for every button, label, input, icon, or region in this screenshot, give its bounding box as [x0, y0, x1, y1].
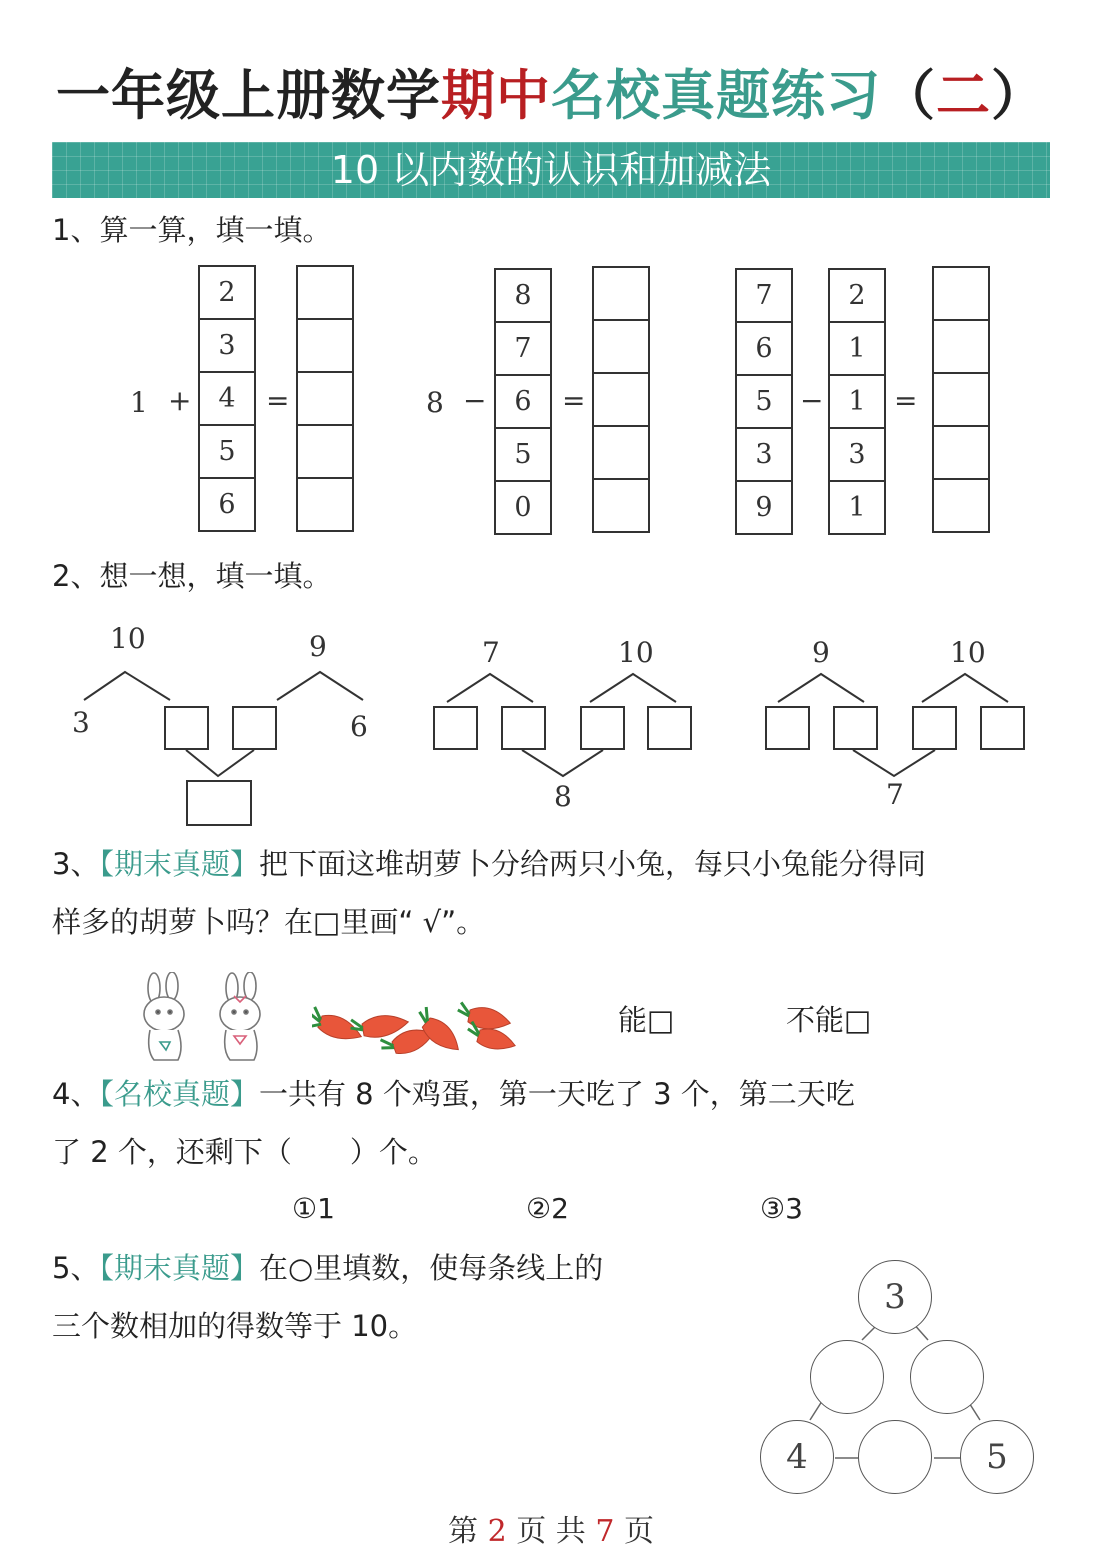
- q1-g3-a-cell-2: 6: [735, 321, 793, 376]
- q4-line1: [52, 1074, 855, 1114]
- q1-g3-op: −: [800, 384, 824, 417]
- tree1-box-a[interactable]: [164, 706, 209, 750]
- q1-g1-answer-box-1[interactable]: [296, 265, 354, 320]
- q1-g3-a-cell-4: 3: [735, 427, 793, 482]
- section-banner: 10 以内数的认识和加减法: [52, 142, 1050, 198]
- q5-line2: 三个数相加的得数等于 10。: [52, 1309, 418, 1343]
- q1-g1-eq: =: [266, 384, 290, 417]
- q1-g2-answer-box-3[interactable]: [592, 372, 650, 427]
- tree1-join-branch: [186, 750, 254, 776]
- title-part-2: 期中: [441, 64, 551, 127]
- q1-g2-cell-3: 6: [494, 374, 552, 429]
- q1-g2-eq: =: [562, 384, 586, 417]
- q1-g1-cell-4: 5: [198, 424, 256, 479]
- tree1-right: 6: [350, 710, 368, 743]
- q5-text1: 在○里填数，使每条线上的: [258, 1251, 604, 1285]
- q1-g3-a-cell-5: 9: [735, 480, 793, 535]
- tree2-left-branch: [447, 674, 533, 702]
- title-part-3: 名校真题练习: [551, 64, 881, 127]
- q1-g1-answer-box-3[interactable]: [296, 371, 354, 426]
- q4-option-1[interactable]: ①1: [292, 1192, 335, 1225]
- tree3-bottom: 7: [886, 778, 904, 811]
- tree3-top-left: 9: [812, 636, 830, 669]
- q1-g1-cell-2: 3: [198, 318, 256, 373]
- title-part-5: 二: [936, 64, 991, 127]
- tree3-box-a[interactable]: [765, 706, 810, 750]
- q4-line2: 了 2 个，还剩下（ ）个。: [52, 1135, 437, 1169]
- q1-g3-a-cell-3: 5: [735, 374, 793, 429]
- q1-g3-b-cell-3: 1: [828, 374, 886, 429]
- q1-g1-cell-5: 6: [198, 477, 256, 532]
- tree1-top-right: 9: [309, 630, 327, 663]
- q4-number: 4、: [52, 1077, 100, 1111]
- q4-tag: 【名校真题】: [99, 1077, 259, 1111]
- rabbits-illustration: [136, 972, 286, 1064]
- tree1-top-left: 10: [110, 622, 146, 655]
- title-part-6: ）: [991, 64, 1046, 127]
- tree2-box-a[interactable]: [433, 706, 478, 750]
- q3-line1: [52, 844, 926, 884]
- q1-g1-first: 1: [130, 386, 148, 419]
- q1-g2-answer-box-4[interactable]: [592, 425, 650, 480]
- q2-label: 2、想一想，填一填。: [52, 559, 332, 593]
- q3-option-no[interactable]: 不能□: [786, 1003, 872, 1037]
- tree1-left: 3: [72, 706, 90, 739]
- tree3-top-right: 10: [950, 636, 986, 669]
- q1-g2-answer-box-1[interactable]: [592, 266, 650, 321]
- tree2-bottom: 8: [554, 780, 572, 813]
- q5-number: 5、: [52, 1251, 100, 1285]
- q3-number: 3、: [52, 847, 100, 881]
- tree3-box-d[interactable]: [980, 706, 1025, 750]
- q1-g1-answer-box-2[interactable]: [296, 318, 354, 373]
- q3-tag: 【期末真题】: [99, 847, 259, 881]
- q1-g3-answer-box-1[interactable]: [932, 266, 990, 321]
- q1-g2-cell-1: 8: [494, 268, 552, 323]
- q5-circle-mid-right[interactable]: [910, 1340, 984, 1414]
- q1-g1-answer-box-4[interactable]: [296, 424, 354, 479]
- tree2-box-b[interactable]: [501, 706, 546, 750]
- q1-g2-cell-2: 7: [494, 321, 552, 376]
- q4-option-3[interactable]: ③3: [760, 1192, 803, 1225]
- q1-g3-b-cell-1: 2: [828, 268, 886, 323]
- q1-g3-b-cell-4: 3: [828, 427, 886, 482]
- footer-middle: 页 共: [516, 1514, 586, 1549]
- q1-g3-eq: =: [894, 384, 918, 417]
- tree3-box-c[interactable]: [912, 706, 957, 750]
- tree3-left-branch: [778, 674, 864, 702]
- footer-current-page: 2: [487, 1514, 507, 1549]
- tree3-box-b[interactable]: [833, 706, 878, 750]
- title-part-4: （: [881, 64, 936, 127]
- q5-circle-bottom-left: 4: [760, 1420, 834, 1494]
- q5-line1: [52, 1248, 603, 1288]
- q5-circle-top: 3: [858, 1260, 932, 1334]
- q5-circle-mid-left[interactable]: [810, 1340, 884, 1414]
- tree2-box-d[interactable]: [647, 706, 692, 750]
- tree1-box-b[interactable]: [232, 706, 277, 750]
- footer-total-pages: 7: [595, 1514, 615, 1549]
- q5-tag: 【期末真题】: [99, 1251, 259, 1285]
- tree1-right-branch: [277, 672, 363, 700]
- footer-suffix: 页: [623, 1514, 654, 1549]
- q3-option-yes[interactable]: 能□: [618, 1003, 675, 1037]
- q1-g2-cell-4: 5: [494, 427, 552, 482]
- tree3-right-branch: [922, 674, 1008, 702]
- q1-g1-answer-box-5[interactable]: [296, 477, 354, 532]
- tree3-join-branch: [853, 750, 935, 776]
- tree2-top-left: 7: [482, 636, 500, 669]
- tree2-join-branch: [522, 750, 603, 776]
- page-footer: [0, 1506, 1102, 1550]
- q1-g2-answer-box-2[interactable]: [592, 319, 650, 374]
- q1-g3-answer-box-4[interactable]: [932, 425, 990, 480]
- q1-g3-answer-box-2[interactable]: [932, 319, 990, 374]
- q1-g3-a-cell-1: 7: [735, 268, 793, 323]
- footer-prefix: 第: [448, 1514, 479, 1549]
- q4-option-2[interactable]: ②2: [526, 1192, 569, 1225]
- q1-g2-answer-box-5[interactable]: [592, 478, 650, 533]
- q1-g3-answer-box-5[interactable]: [932, 478, 990, 533]
- q1-g2-first: 8: [426, 386, 444, 419]
- q1-g2-cell-5: 0: [494, 480, 552, 535]
- q1-g2-op: −: [463, 384, 487, 417]
- q3-text1: 把下面这堆胡萝卜分给两只小兔，每只小兔能分得同: [258, 847, 926, 881]
- q4-text1: 一共有 8 个鸡蛋，第一天吃了 3 个，第二天吃: [258, 1077, 855, 1111]
- page-title: [0, 58, 1102, 134]
- q1-g3-answer-box-3[interactable]: [932, 372, 990, 427]
- tree1-left-branch: [84, 672, 170, 700]
- q1-g3-b-cell-5: 1: [828, 480, 886, 535]
- q1-g1-cell-1: 2: [198, 265, 256, 320]
- carrots-illustration: [312, 996, 528, 1062]
- title-part-1: 一年级上册数学: [56, 64, 441, 127]
- q1-label: 1、算一算，填一填。: [52, 213, 332, 247]
- q5-circle-bottom-middle[interactable]: [858, 1420, 932, 1494]
- tree2-top-right: 10: [618, 636, 654, 669]
- tree2-box-c[interactable]: [580, 706, 625, 750]
- q1-g1-op: +: [168, 384, 192, 417]
- q1-g1-cell-3: 4: [198, 371, 256, 426]
- q1-g3-b-cell-2: 1: [828, 321, 886, 376]
- tree2-right-branch: [590, 674, 676, 702]
- tree1-box-sum[interactable]: [186, 780, 252, 826]
- q5-circle-bottom-right: 5: [960, 1420, 1034, 1494]
- q3-line2: 样多的胡萝卜吗？在□里画“ √”。: [52, 905, 486, 939]
